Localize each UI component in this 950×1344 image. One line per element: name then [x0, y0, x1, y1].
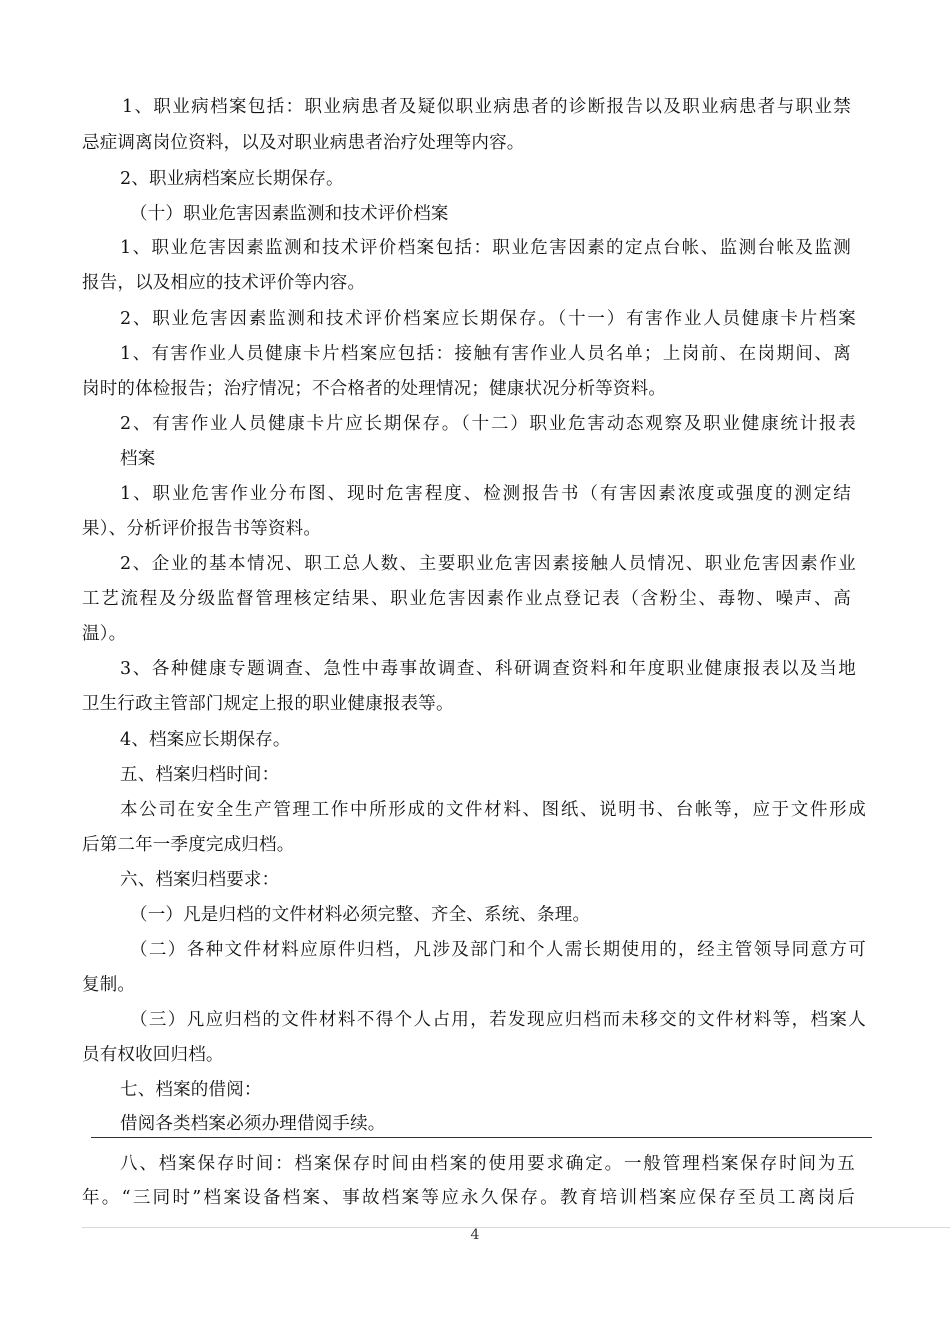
text-line: 忌症调离岗位资料，以及对职业病患者治疗处理等内容。 — [82, 133, 525, 153]
text-line: （一）凡是归档的文件材料必须完整、齐全、系统、条理。 — [130, 905, 591, 925]
text-line: 1、职业病档案包括：职业病患者及疑似职业病患者的诊断报告以及职业病患者与职业禁 — [122, 97, 851, 117]
text-line: 3、各种健康专题调查、急性中毒事故调查、科研调查资料和年度职业健康报表以及当地 — [120, 659, 856, 679]
text-line: 2、企业的基本情况、职工总人数、主要职业危害因素接触人员情况、职业危害因素作业 — [120, 554, 856, 574]
text-line: 员有权收回归档。 — [82, 1045, 224, 1065]
text-line: 借阅各类档案必须办理借阅手续。 — [120, 1114, 386, 1134]
text-line: 后第二年一季度完成归档。 — [82, 835, 295, 855]
text-line: 七、档案的借阅： — [120, 1080, 262, 1100]
text-line: 温）。 — [82, 624, 127, 644]
text-line: 2、有害作业人员健康卡片应长期保存。（十二）职业危害动态观察及职业健康统计报表 — [120, 414, 856, 434]
text-line: 八、档案保存时间：档案保存时间由档案的使用要求确定。一般管理档案保存时间为五 — [120, 1154, 855, 1174]
text-line: 2、职业病档案应长期保存。 — [120, 169, 344, 189]
text-line: 复制。 — [82, 975, 136, 995]
text-line: 岗时的体检报告；治疗情况；不合格者的处理情况；健康状况分析等资料。 — [82, 379, 667, 399]
text-line: 果）、分析评价报告书等资料。 — [82, 519, 322, 539]
text-line: （十）职业危害因素监测和技术评价档案 — [130, 204, 449, 224]
text-line: （二）各种文件材料应原件归档，凡涉及部门和个人需长期使用的，经主管领导同意方可 — [130, 940, 866, 960]
text-line: 本公司在安全生产管理工作中所形成的文件材料、图纸、说明书、台帐等，应于文件形成 — [120, 800, 866, 820]
text-line: 1、职业危害因素监测和技术评价档案包括：职业危害因素的定点台帐、监测台帐及监测 — [120, 238, 851, 258]
section-divider — [91, 1137, 872, 1138]
text-line: 1、职业危害作业分布图、现时危害程度、检测报告书（有害因素浓度或强度的测定结 — [120, 484, 851, 504]
text-line: （三）凡应归档的文件材料不得个人占用，若发现应归档而未移交的文件材料等，档案人 — [130, 1010, 866, 1030]
text-line: 报告，以及相应的技术评价等内容。 — [82, 273, 366, 293]
page-number: 4 — [470, 1227, 480, 1243]
text-line: 档案 — [120, 449, 156, 469]
text-line: 2、职业危害因素监测和技术评价档案应长期保存。（十一）有害作业人员健康卡片档案 — [120, 309, 856, 329]
text-line: 五、档案归档时间： — [120, 765, 280, 785]
text-line: 4、档案应长期保存。 — [120, 730, 291, 750]
text-line: 年。“三同时”档案设备档案、事故档案等应永久保存。教育培训档案应保存至员工离岗后 — [82, 1188, 855, 1208]
text-line: 卫生行政主管部门规定上报的职业健康报表等。 — [82, 694, 454, 714]
text-line: 工艺流程及分级监督管理核定结果、职业危害因素作业点登记表（含粉尘、毒物、噪声、高 — [82, 589, 851, 609]
text-line: 1、有害作业人员健康卡片档案应包括：接触有害作业人员名单；上岗前、在岗期间、离 — [120, 344, 851, 364]
text-line: 六、档案归档要求： — [120, 870, 280, 890]
